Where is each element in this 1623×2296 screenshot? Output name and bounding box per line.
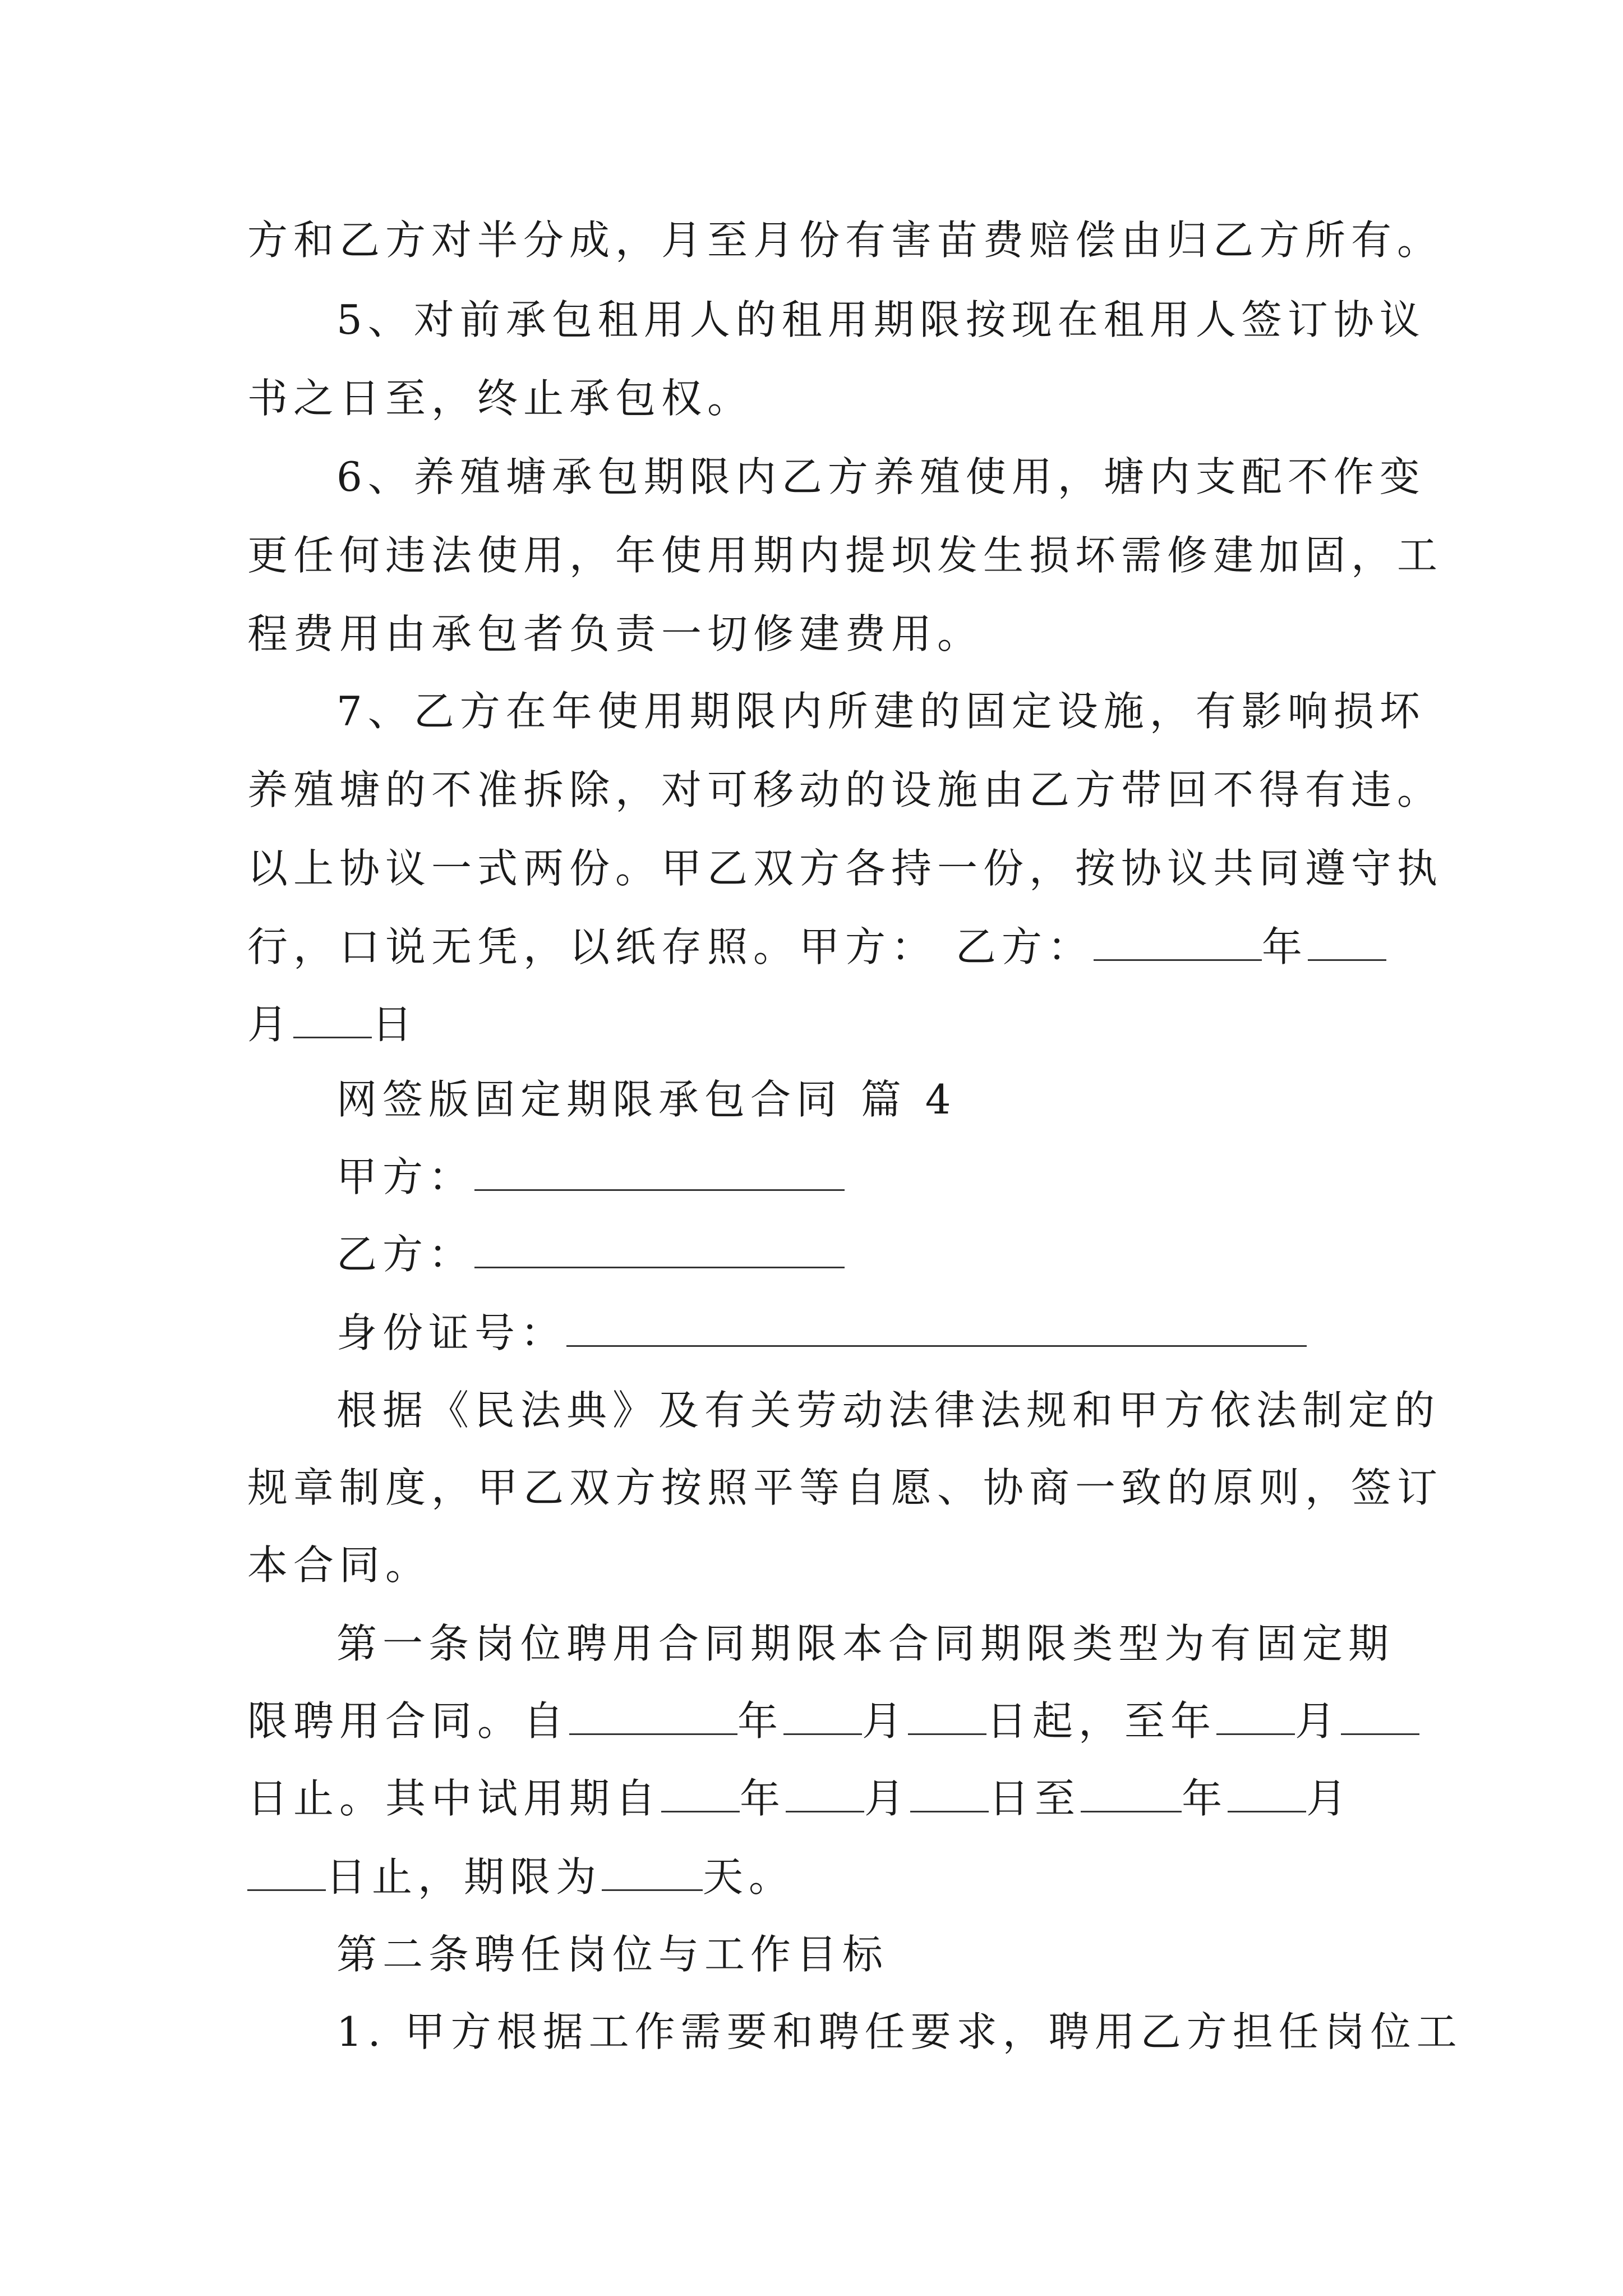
fill-blank bbox=[1094, 926, 1262, 961]
paragraph-line: 7、乙方在年使用期限内所建的固定设施，有影响损坏 bbox=[336, 688, 1426, 735]
signature-text: 行，口说无凭，以纸存照。甲方： 乙方： bbox=[247, 923, 1094, 970]
id-number-label: 身份证号： bbox=[336, 1309, 567, 1356]
paragraph-line: 以上协议一式两份。甲乙双方各持一份，按协议共同遵守执 bbox=[247, 845, 1444, 892]
fill-blank bbox=[293, 1003, 372, 1038]
fill-blank bbox=[1228, 1777, 1306, 1812]
party-b-line bbox=[336, 1226, 845, 1282]
text-segment: 年 bbox=[1182, 1775, 1228, 1822]
text-segment: 年 bbox=[740, 1775, 786, 1822]
text-segment: 月 bbox=[864, 1775, 911, 1822]
fill-blank bbox=[1216, 1700, 1295, 1735]
paragraph-line: 6、养殖塘承包期限内乙方养殖使用，塘内支配不作变 bbox=[336, 453, 1426, 500]
article-1-date-line bbox=[247, 1693, 1419, 1749]
fill-blank bbox=[1081, 1777, 1182, 1812]
section-heading: 网签版固定期限承包合同 篇 4 bbox=[336, 1076, 957, 1123]
party-b-label: 乙方： bbox=[336, 1231, 475, 1278]
text-segment: 限聘用合同。自 bbox=[247, 1697, 570, 1745]
article-2-heading: 第二条聘任岗位与工作目标 bbox=[336, 1931, 889, 1978]
party-b-blank bbox=[474, 1233, 845, 1268]
paragraph-line: 程费用由承包者负责一切修建费用。 bbox=[247, 610, 984, 657]
fill-blank bbox=[1341, 1700, 1419, 1735]
article-1-term-line bbox=[247, 1849, 795, 1905]
paragraph-line: 规章制度，甲乙双方按照平等自愿、协商一致的原则，签订 bbox=[247, 1464, 1444, 1511]
paragraph-line: 养殖塘的不准拆除，对可移动的设施由乙方带回不得有违。 bbox=[247, 766, 1444, 813]
party-a-blank bbox=[474, 1156, 845, 1191]
paragraph-line: 本合同。 bbox=[247, 1542, 432, 1589]
text-segment: 月 bbox=[862, 1697, 909, 1745]
party-a-line bbox=[336, 1149, 845, 1205]
paragraph-line: 更任何违法使用，年使用期内提坝发生损坏需修建加固，工 bbox=[247, 532, 1444, 579]
text-segment: 年 bbox=[737, 1697, 784, 1745]
fill-blank bbox=[569, 1700, 737, 1735]
article-1-line: 第一条岗位聘用合同期限本合同期限类型为有固定期 bbox=[336, 1620, 1395, 1667]
party-a-label: 甲方： bbox=[336, 1153, 475, 1200]
fill-blank bbox=[908, 1700, 986, 1735]
article-2-item-1: 1. 甲方根据工作需要和聘任要求，聘用乙方担任岗位工 bbox=[336, 2008, 1463, 2055]
text-segment: 日至 bbox=[989, 1775, 1081, 1822]
text-segment: 日止，期限为 bbox=[326, 1853, 602, 1901]
fill-blank bbox=[910, 1777, 989, 1812]
fill-blank bbox=[1308, 926, 1386, 961]
fill-blank bbox=[783, 1700, 862, 1735]
month-label: 月 bbox=[247, 1001, 294, 1048]
paragraph-line: 5、对前承包租用人的租用期限按现在租用人签订协议 bbox=[336, 296, 1426, 343]
text-segment: 月 bbox=[1306, 1775, 1353, 1822]
signature-line bbox=[247, 919, 1386, 975]
fill-blank bbox=[786, 1777, 864, 1812]
fill-blank bbox=[247, 1856, 326, 1891]
text-segment: 日止。其中试用期自 bbox=[247, 1775, 662, 1822]
fill-blank bbox=[661, 1777, 740, 1812]
day-label: 日 bbox=[372, 1001, 418, 1048]
text-segment: 天。 bbox=[703, 1853, 795, 1901]
year-label: 年 bbox=[1261, 923, 1308, 970]
fill-blank bbox=[602, 1856, 703, 1891]
id-number-line bbox=[336, 1305, 1307, 1361]
text-segment: 月 bbox=[1295, 1697, 1341, 1745]
article-1-probation-line bbox=[247, 1770, 1352, 1826]
paragraph-line: 根据《民法典》及有关劳动法律法规和甲方依法制定的 bbox=[336, 1387, 1441, 1434]
id-number-blank bbox=[566, 1312, 1307, 1347]
date-line bbox=[247, 996, 418, 1052]
text-segment: 日起，至年 bbox=[986, 1697, 1217, 1745]
paragraph-line: 方和乙方对半分成，月至月份有害苗费赔偿由归乙方所有。 bbox=[247, 217, 1444, 264]
paragraph-line: 书之日至，终止承包权。 bbox=[247, 375, 754, 422]
